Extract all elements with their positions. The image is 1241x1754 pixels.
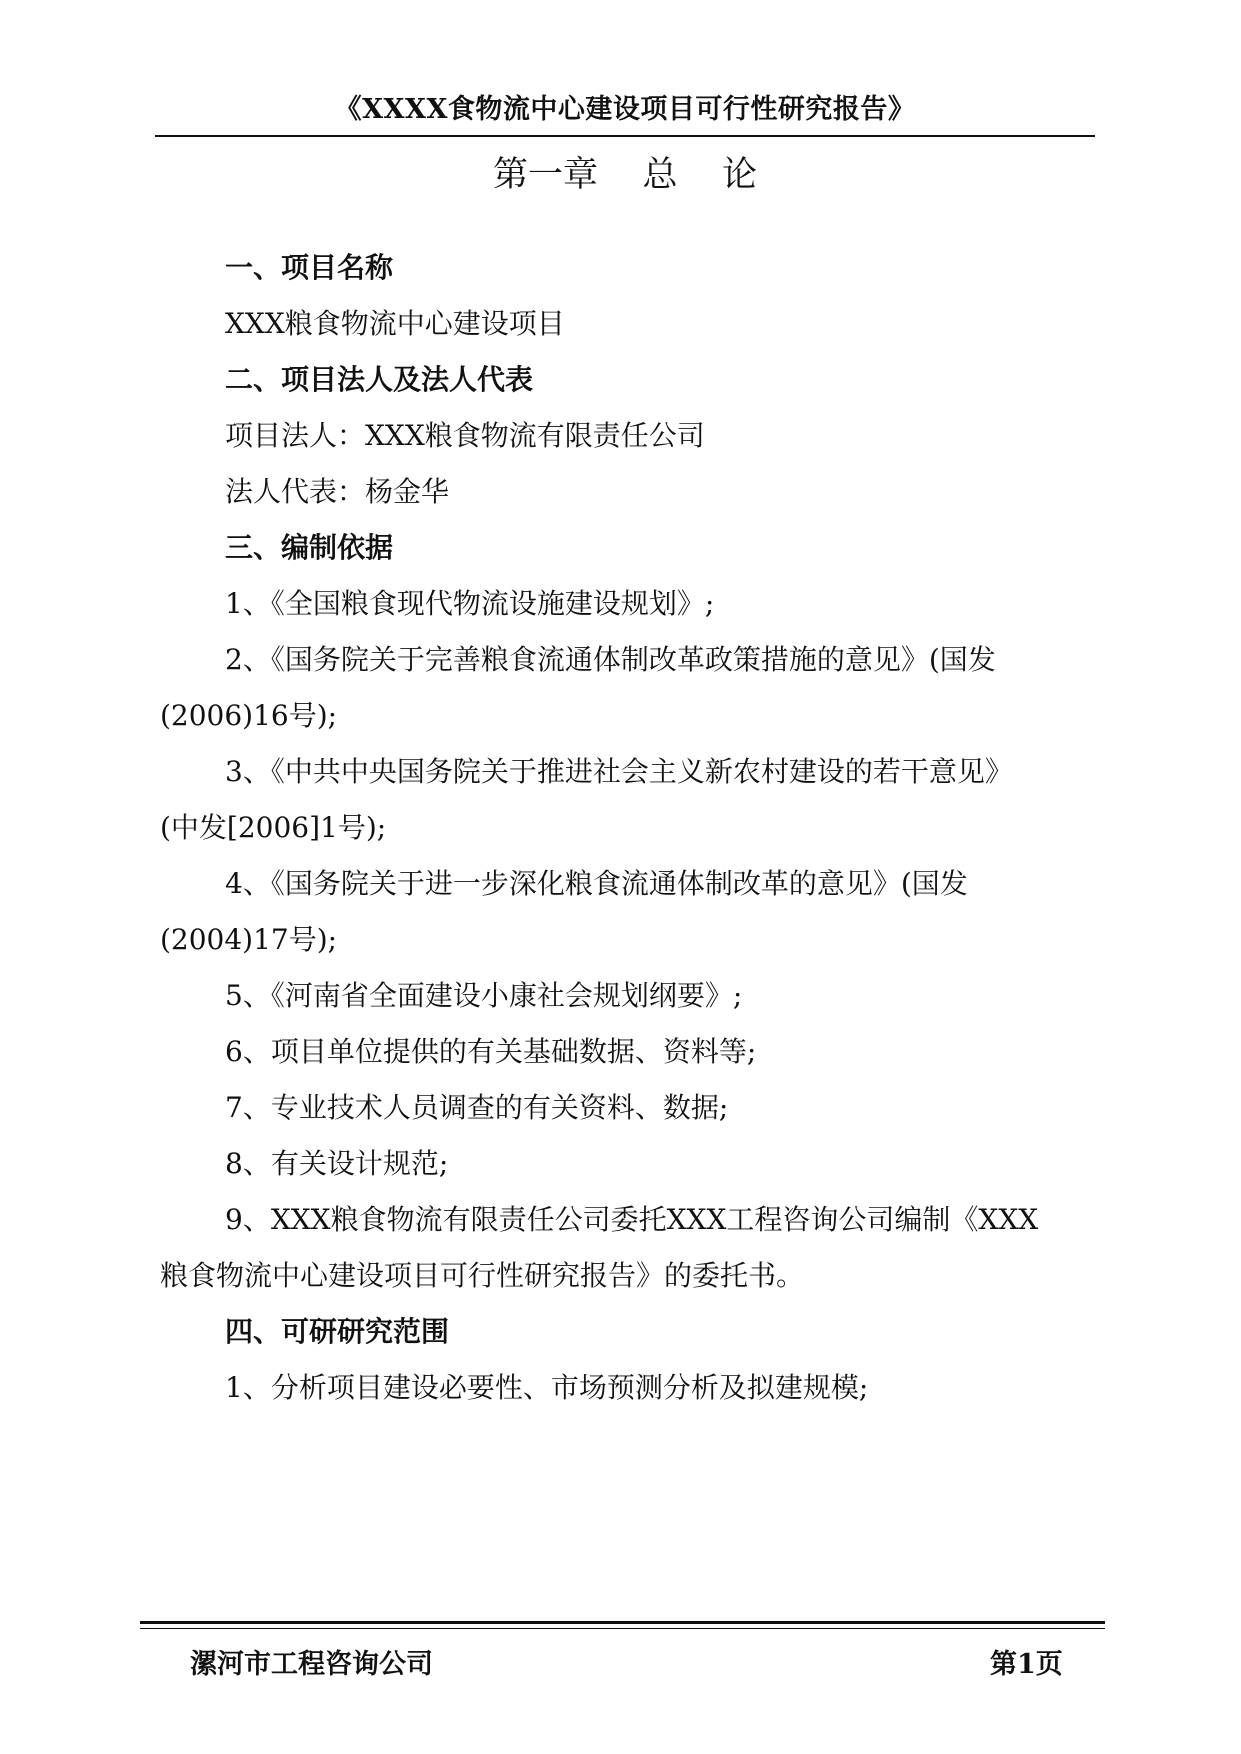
footer-divider-thin <box>140 1628 1105 1629</box>
basis-item-4-line-2: (2004)17号); <box>160 923 338 956</box>
basis-item-2-line-1: 2、《国务院关于完善粮食流通体制改革政策措施的意见》(国发 <box>225 643 996 676</box>
basis-item-7: 7、专业技术人员调查的有关资料、数据; <box>225 1091 729 1124</box>
basis-item-3-line-2: (中发[2006]1号); <box>160 811 387 844</box>
project-name-text: XXX粮食物流中心建设项目 <box>225 307 565 340</box>
footer-page-number: 第1页 <box>990 1649 1063 1680</box>
running-header-title: 《XXXX食物流中心建设项目可行性研究报告》 <box>334 94 916 125</box>
section-heading-scope: 四、可研研究范围 <box>225 1315 450 1348</box>
header-divider <box>155 135 1095 137</box>
legal-representative-text: 法人代表：杨金华 <box>225 475 450 508</box>
basis-item-1: 1、《全国粮食现代物流设施建设规划》; <box>225 587 715 620</box>
scope-item-1: 1、分析项目建设必要性、市场预测分析及拟建规模; <box>225 1371 869 1404</box>
footer-divider-thick <box>140 1621 1105 1624</box>
section-heading-basis: 三、编制依据 <box>225 531 394 564</box>
legal-person-text: 项目法人：XXX粮食物流有限责任公司 <box>225 419 705 452</box>
basis-item-6: 6、项目单位提供的有关基础数据、资料等; <box>225 1035 757 1068</box>
basis-item-3-line-1: 3、《中共中央国务院关于推进社会主义新农村建设的若干意见》 <box>225 755 1013 788</box>
section-heading-project-name: 一、项目名称 <box>225 251 394 284</box>
footer-company: 漯河市工程咨询公司 <box>190 1649 433 1680</box>
basis-item-2-line-2: (2006)16号); <box>160 699 338 732</box>
basis-item-8: 8、有关设计规范; <box>225 1147 449 1180</box>
basis-item-9-line-2: 粮食物流中心建设项目可行性研究报告》的委托书。 <box>160 1259 805 1292</box>
basis-item-9-line-1: 9、XXX粮食物流有限责任公司委托XXX工程咨询公司编制《XXX <box>225 1203 1039 1236</box>
basis-item-4-line-1: 4、《国务院关于进一步深化粮食流通体制改革的意见》(国发 <box>225 867 968 900</box>
chapter-title: 第一章 总 论 <box>492 155 757 195</box>
section-heading-legal-person: 二、项目法人及法人代表 <box>225 363 534 396</box>
basis-item-5: 5、《河南省全面建设小康社会规划纲要》; <box>225 979 743 1012</box>
